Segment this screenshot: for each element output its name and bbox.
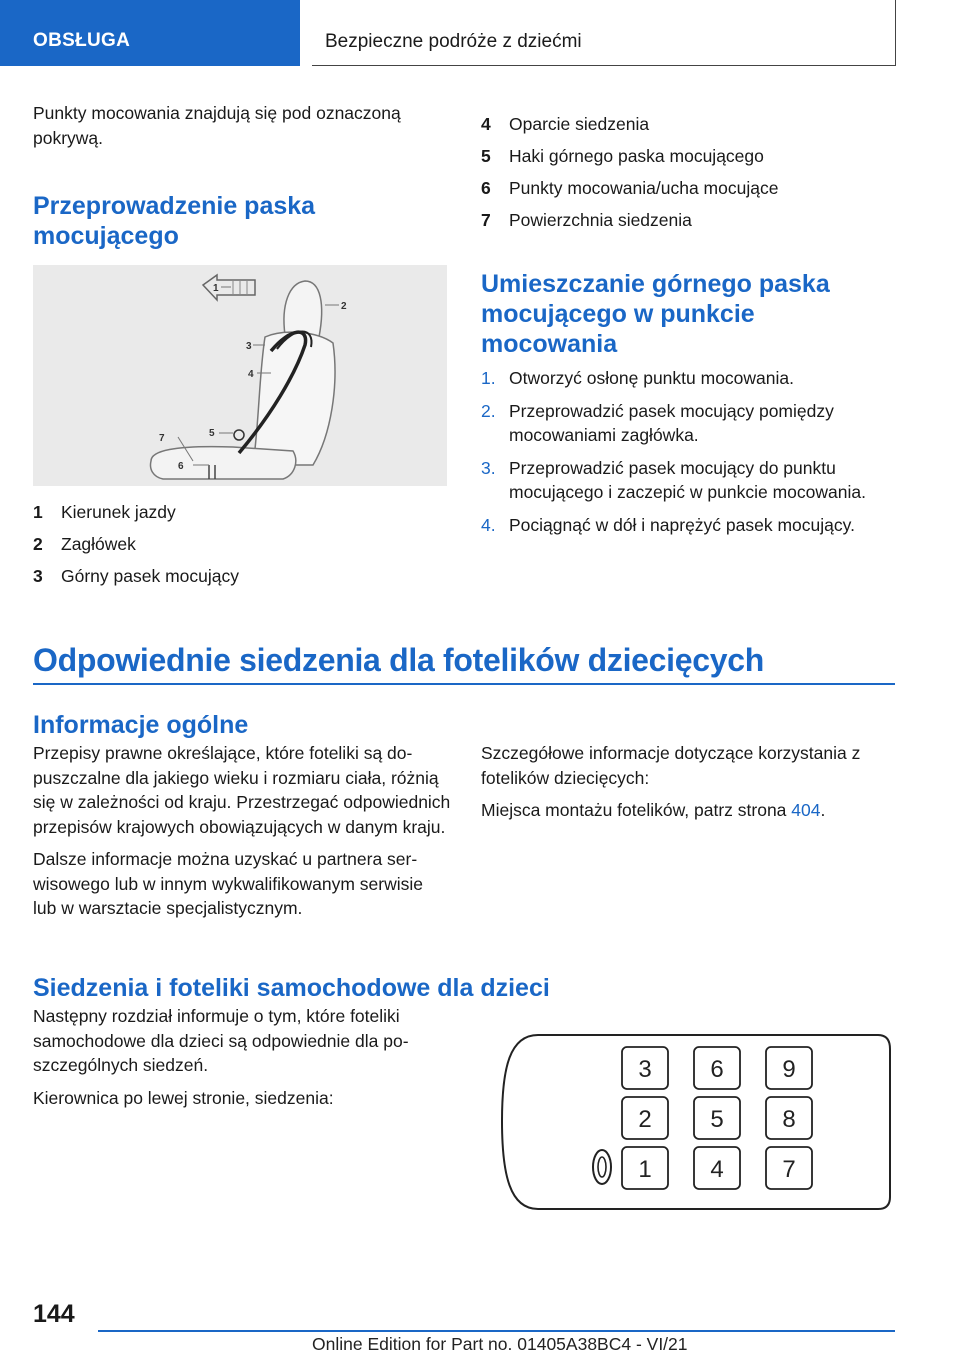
figure-label-6: 6 (178, 461, 184, 472)
seat-number: 9 (782, 1056, 796, 1083)
general-info-right: Szczegółowe informacje dotyczące korzystania z fotelików dziecięcych: Miejsca montażu fotelików, patrz strona 404. (481, 743, 861, 820)
main-heading: Odpowiednie siedzenia dla fotelików dziecięcych (33, 642, 764, 678)
section-tab: OBSŁUGA (0, 0, 300, 66)
legend-item: 7 Powierzchnia siedzenia (481, 209, 692, 230)
step-item: 1. Otworzyć osłonę punktu mocowania. (481, 368, 794, 388)
legend-right (481, 108, 896, 236)
footer-rule (98, 1330, 895, 1332)
seat-number: 3 (638, 1056, 652, 1083)
figure-label-3: 3 (246, 341, 252, 352)
step-item: 4. Pociągnąć w dół i naprężyć pasek mocujący. (481, 514, 855, 535)
steps-list (481, 366, 896, 545)
figure-label-4: 4 (248, 369, 254, 380)
legend-item: 2 Zagłówek (33, 533, 136, 554)
legend-item: 1 Kierunek jazdy (33, 501, 176, 522)
edition-note: Online Edition for Part no. 01405A38BC4 - VI/21 (312, 1334, 688, 1354)
heading-seats: Siedzenia i foteliki samochodowe dla dzieci (33, 974, 550, 1002)
legend-item: 6 Punkty mocowania/ucha mocujące (481, 177, 779, 198)
figure-label-1: 1 (213, 283, 219, 294)
seat-number: 8 (782, 1106, 796, 1133)
seat-number: 4 (710, 1156, 724, 1183)
seats-text: Następny rozdział informuje o tym, które foteliki samochodowe dla dzieci są odpowiednie dla poszczególnych siedzeń. Kierownica po lewej stronie, siedzenia: (33, 1006, 409, 1108)
seat-position-diagram (498, 1025, 896, 1215)
heading-rule (33, 683, 895, 685)
figure-label-7: 7 (159, 433, 165, 444)
step-item: 2. Przeprowadzić pasek mocujący pomiędzy mocowaniami zagłówka. (481, 400, 834, 445)
legend-item: 3 Górny pasek mocujący (33, 565, 239, 586)
general-info-left: Przepisy prawne określające, które foteliki są dopuszczalne dla jakiego wieku i rozmiaru ciała, różnią się w zależności od kraju. Przestrzegać odpowiednich przepisów krajowych obowiązujących w danym kraju. Dalsze informacje można uzyskać u partnera serwisowego lub w innym wykwalifikowanym serwisie lub w warsztacie specjalistycznym. (33, 743, 451, 918)
figure-label-2: 2 (341, 301, 347, 312)
legend-item: 5 Haki górnego paska mocującego (481, 145, 764, 166)
legend-left (33, 496, 451, 592)
page-ref-link[interactable]: 404 (791, 800, 821, 820)
seat-number: 6 (710, 1056, 724, 1083)
page-number: 144 (33, 1300, 75, 1328)
seat-diagram (33, 265, 447, 486)
heading-general-info: Informacje ogólne (33, 711, 249, 739)
step-item: 3. Przeprowadzić pasek mocujący do punktu mocującego i zaczepić w punkcie mocowania. (481, 457, 866, 502)
seat-number: 7 (782, 1156, 796, 1183)
intro-text: Punkty mocowania znajdują się pod oznaczoną pokrywą. (33, 103, 401, 148)
seat-illustration (33, 265, 447, 486)
seat-number: 2 (638, 1106, 652, 1133)
chapter-title: Bezpieczne podróże z dziećmi (312, 0, 896, 66)
seat-number: 5 (710, 1106, 724, 1133)
legend-item: 4 Oparcie siedzenia (481, 113, 650, 134)
figure-label-5: 5 (209, 428, 215, 439)
seat-number: 1 (638, 1156, 652, 1183)
heading-strap-routing: Przeprowadzenie paska mocującego (33, 192, 316, 250)
heading-strap-placement: Umieszczanie górnego paska mocującego w punkcie mocowania (481, 270, 830, 358)
